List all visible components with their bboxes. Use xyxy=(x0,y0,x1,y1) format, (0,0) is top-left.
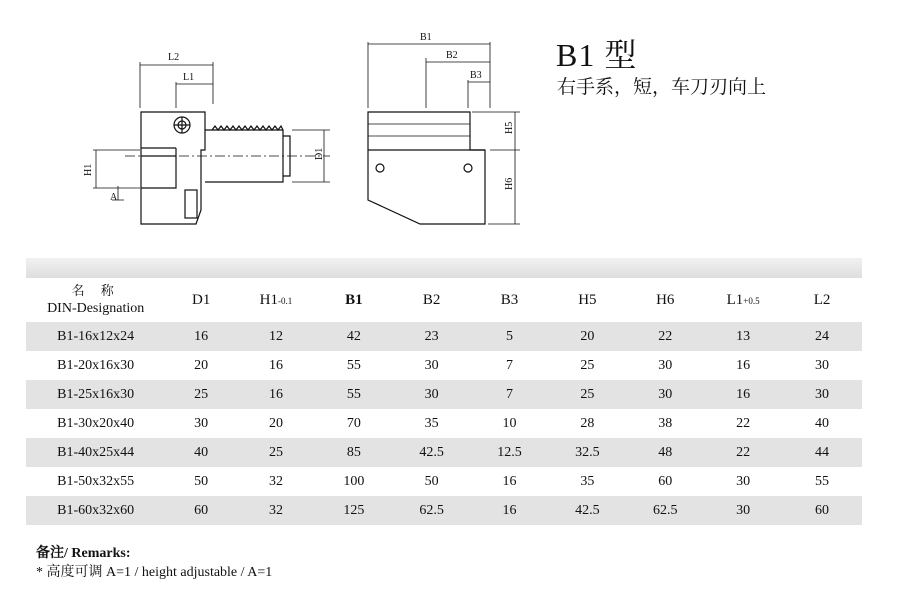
table-cell: B1-20x16x30 xyxy=(57,357,135,373)
table-cell: 32.5 xyxy=(548,438,626,467)
table-row xyxy=(26,322,862,351)
table-cell: B1-30x20x40 xyxy=(57,415,135,431)
technical-drawing xyxy=(0,0,900,260)
table-cell: 40 xyxy=(815,415,830,431)
header-b2: B2 xyxy=(422,291,441,308)
spec-table-container xyxy=(26,258,862,525)
table-cell: 30 xyxy=(194,415,209,431)
table-cell: 16 xyxy=(736,357,751,373)
table-cell: 25 xyxy=(548,380,626,409)
label-B2: B2 xyxy=(446,50,458,61)
table-cell: 42.5 xyxy=(548,496,626,525)
table-cell: 16 xyxy=(237,380,315,409)
table-cell: 70 xyxy=(346,415,361,431)
table-cell: 30 xyxy=(815,357,830,373)
table-cell: B1-60x32x60 xyxy=(26,496,165,525)
table-cell: 25 xyxy=(580,357,595,373)
table-cell: 28 xyxy=(580,415,595,431)
table-row xyxy=(26,409,862,438)
side-view xyxy=(93,62,330,224)
table-cell: 60 xyxy=(658,473,673,489)
table-cell: 40 xyxy=(165,438,237,467)
table-row xyxy=(26,496,862,525)
header-h5: H5 xyxy=(578,291,597,308)
label-L1: L1 xyxy=(183,72,195,83)
table-row xyxy=(26,380,862,409)
table-cell: 55 xyxy=(815,473,830,489)
page-subtitle: 右手系，短，车刀刃向上 xyxy=(557,76,767,98)
label-B3: B3 xyxy=(470,70,482,81)
label-L2: L2 xyxy=(168,52,180,63)
label-B1: B1 xyxy=(420,32,432,43)
table-cell: 48 xyxy=(626,438,704,467)
header-h6: H6 xyxy=(656,291,675,308)
table-cell: 16 xyxy=(165,322,237,351)
table-cell: 62.5 xyxy=(626,496,704,525)
table-cell: 55 xyxy=(315,380,393,409)
label-H5: H5 xyxy=(504,121,515,134)
table-cell: 12.5 xyxy=(471,438,549,467)
front-view xyxy=(368,42,520,224)
table-cell: 30 xyxy=(704,496,782,525)
table-cell: B1-40x25x44 xyxy=(26,438,165,467)
table-cell: 30 xyxy=(626,380,704,409)
table-cell: 20 xyxy=(268,415,283,431)
table-cell: 12 xyxy=(237,322,315,351)
table-cell: 22 xyxy=(704,438,782,467)
table-cell: 16 xyxy=(502,473,517,489)
table-cell: 22 xyxy=(626,322,704,351)
label-D1: D1 xyxy=(314,147,325,160)
table-cell: 7 xyxy=(506,357,514,373)
remarks-line: * 高度可调 A=1 / height adjustable / A=1 xyxy=(36,565,273,580)
table-cell: 35 xyxy=(424,415,439,431)
label-A: A xyxy=(110,192,118,203)
table-cell: 30 xyxy=(736,473,751,489)
header-d1: D1 xyxy=(192,291,211,308)
table-cell: 44 xyxy=(782,438,862,467)
table-cell: 60 xyxy=(782,496,862,525)
header-l2: L2 xyxy=(813,291,831,308)
table-cell: 23 xyxy=(393,322,471,351)
table-cell: 20 xyxy=(548,322,626,351)
table-cell: 24 xyxy=(782,322,862,351)
table-cell: 125 xyxy=(315,496,393,525)
table-cell: 30 xyxy=(658,357,673,373)
table-cell: B1-25x16x30 xyxy=(26,380,165,409)
table-cell: 16 xyxy=(268,357,283,373)
table-cell: 60 xyxy=(165,496,237,525)
table-cell: 7 xyxy=(471,380,549,409)
header-designation-cn: 名 称 xyxy=(71,284,120,299)
table-cell: 25 xyxy=(165,380,237,409)
table-cell: 16 xyxy=(704,380,782,409)
remarks-title: 备注/ Remarks: xyxy=(36,546,131,561)
header-b1: B1 xyxy=(345,291,363,308)
table-cell: 100 xyxy=(343,473,365,489)
table-cell: 10 xyxy=(502,415,517,431)
table-header-row xyxy=(26,278,862,322)
spec-table xyxy=(26,278,862,525)
table-cell: 85 xyxy=(315,438,393,467)
table-cell: 42.5 xyxy=(393,438,471,467)
table-cell: 13 xyxy=(704,322,782,351)
table-cell: 20 xyxy=(194,357,209,373)
header-designation-en: DIN-Designation xyxy=(47,301,145,316)
table-cell: 50 xyxy=(194,473,209,489)
table-cell: 50 xyxy=(424,473,439,489)
table-cell: 30 xyxy=(424,357,439,373)
table-cell: B1-50x32x55 xyxy=(57,473,135,489)
table-row xyxy=(26,351,862,380)
table-cell: 32 xyxy=(237,496,315,525)
table-top-shade xyxy=(26,258,862,278)
header-l1: L1+0.5 xyxy=(726,291,760,308)
table-row xyxy=(26,438,862,467)
table-cell: 55 xyxy=(346,357,361,373)
label-H6: H6 xyxy=(504,177,515,190)
table-cell: 30 xyxy=(782,380,862,409)
table-cell: 62.5 xyxy=(393,496,471,525)
table-cell: 42 xyxy=(315,322,393,351)
page-title: B1 型 xyxy=(556,37,638,73)
header-b3: B3 xyxy=(500,291,519,308)
table-row xyxy=(26,467,862,496)
header-designation xyxy=(26,278,165,322)
remarks xyxy=(36,544,272,582)
table-cell: 35 xyxy=(580,473,595,489)
table-cell: 30 xyxy=(393,380,471,409)
table-cell: 38 xyxy=(658,415,673,431)
table-cell: B1-16x12x24 xyxy=(26,322,165,351)
header-h1: H1-0.1 xyxy=(259,291,293,308)
table-cell: 5 xyxy=(471,322,549,351)
table-cell: 16 xyxy=(471,496,549,525)
table-cell: 25 xyxy=(237,438,315,467)
label-H1: H1 xyxy=(83,163,94,176)
table-cell: 32 xyxy=(268,473,283,489)
table-cell: 22 xyxy=(736,415,751,431)
